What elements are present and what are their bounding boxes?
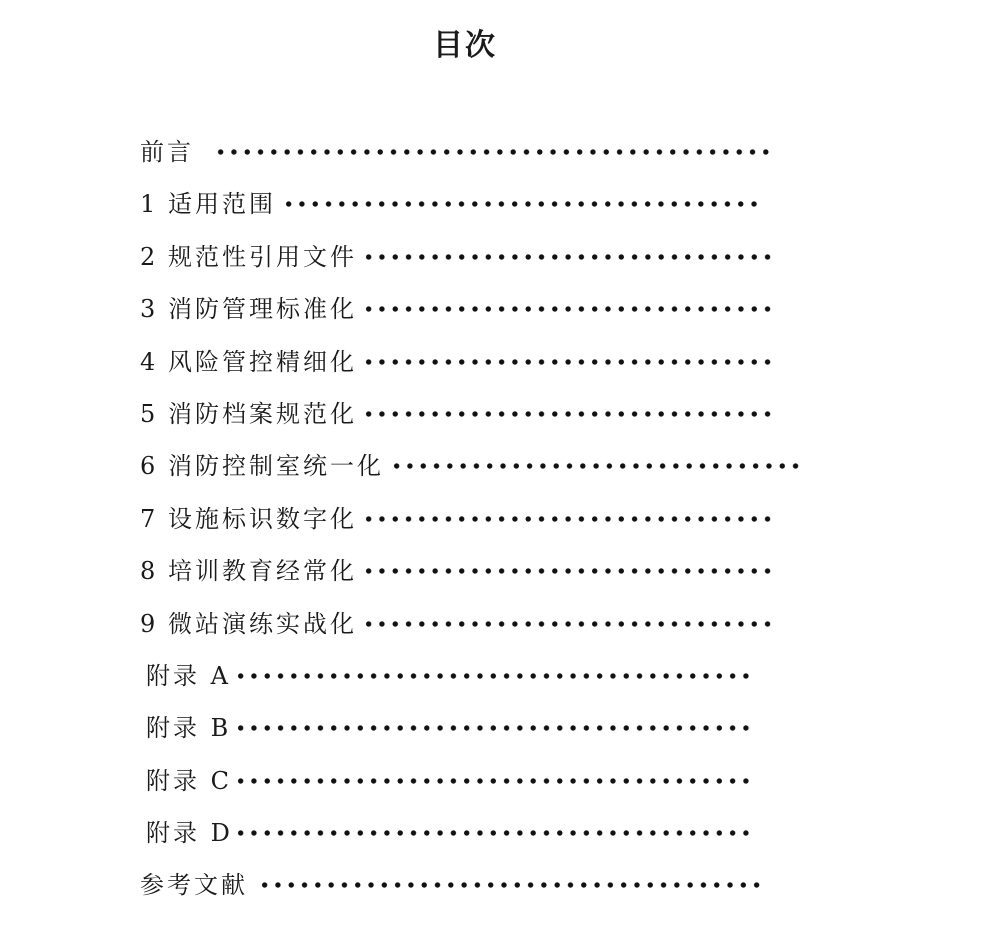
- toc-entry-number: 7: [140, 504, 156, 533]
- page-title: 目次: [433, 28, 497, 63]
- toc-entry-4[interactable]: [0, 336, 1000, 388]
- toc-leader-dots: [362, 511, 776, 527]
- toc-entry-label: 设施标识数字化: [168, 504, 357, 533]
- toc-entry-label: 附录 B: [146, 714, 232, 743]
- toc-entry-appendix-a[interactable]: [0, 650, 1000, 702]
- toc-entry-label: 参考文献: [140, 871, 248, 900]
- toc-entry-label: 附录 D: [146, 819, 233, 848]
- toc-entry-label: 附录 C: [146, 766, 232, 795]
- toc-leader-dots: [214, 144, 774, 160]
- toc-leader-dots: [362, 249, 776, 265]
- toc-entry-preface[interactable]: [0, 126, 1000, 178]
- toc-entry-number: 3: [140, 295, 156, 324]
- toc-entry-label: 消防管理标准化: [168, 295, 357, 324]
- toc-entry-3[interactable]: [0, 283, 1000, 335]
- toc-entry-appendix-d[interactable]: [0, 807, 1000, 859]
- toc-entry-number: 9: [140, 609, 156, 638]
- toc-leader-dots: [390, 458, 804, 474]
- toc-entry-number: 1: [140, 190, 156, 219]
- toc-entry-number: 6: [140, 452, 156, 481]
- toc-entry-5[interactable]: [0, 388, 1000, 440]
- toc-entry-2[interactable]: [0, 231, 1000, 283]
- toc-leader-dots: [234, 825, 756, 841]
- toc-leader-dots: [362, 354, 776, 370]
- toc-entry-label: 消防档案规范化: [168, 399, 357, 428]
- toc-entry-6[interactable]: [0, 440, 1000, 492]
- toc-entry-appendix-c[interactable]: [0, 755, 1000, 807]
- toc-entry-8[interactable]: [0, 545, 1000, 597]
- toc-leader-dots: [362, 616, 776, 632]
- toc-entry-number: 4: [140, 347, 156, 376]
- toc-entry-label: 适用范围: [168, 190, 276, 219]
- toc-entry-references[interactable]: [0, 859, 1000, 911]
- toc-leader-dots: [234, 773, 756, 789]
- toc-leader-dots: [362, 301, 776, 317]
- toc-leader-dots: [234, 668, 756, 684]
- toc-entry-label: 消防控制室统一化: [168, 452, 384, 481]
- toc-entry-label: 培训教育经常化: [168, 557, 357, 586]
- toc-leader-dots: [362, 563, 776, 579]
- toc-entry-number: 8: [140, 557, 156, 586]
- toc-entry-1[interactable]: [0, 178, 1000, 230]
- toc-entry-9[interactable]: [0, 598, 1000, 650]
- toc-entry-appendix-b[interactable]: [0, 702, 1000, 754]
- toc-leader-dots: [234, 720, 756, 736]
- toc-leader-dots: [282, 196, 764, 212]
- toc-entry-label: 附录 A: [146, 661, 231, 690]
- toc-entry-label: 微站演练实战化: [168, 609, 357, 638]
- toc-entry-number: 5: [140, 399, 156, 428]
- toc-entry-label: 前言: [140, 138, 194, 166]
- table-of-contents: [0, 126, 1000, 912]
- toc-entry-number: 2: [140, 242, 156, 271]
- toc-entry-7[interactable]: [0, 493, 1000, 545]
- toc-entry-label: 规范性引用文件: [168, 242, 357, 271]
- toc-leader-dots: [362, 406, 776, 422]
- toc-entry-label: 风险管控精细化: [168, 347, 357, 376]
- toc-leader-dots: [258, 877, 766, 893]
